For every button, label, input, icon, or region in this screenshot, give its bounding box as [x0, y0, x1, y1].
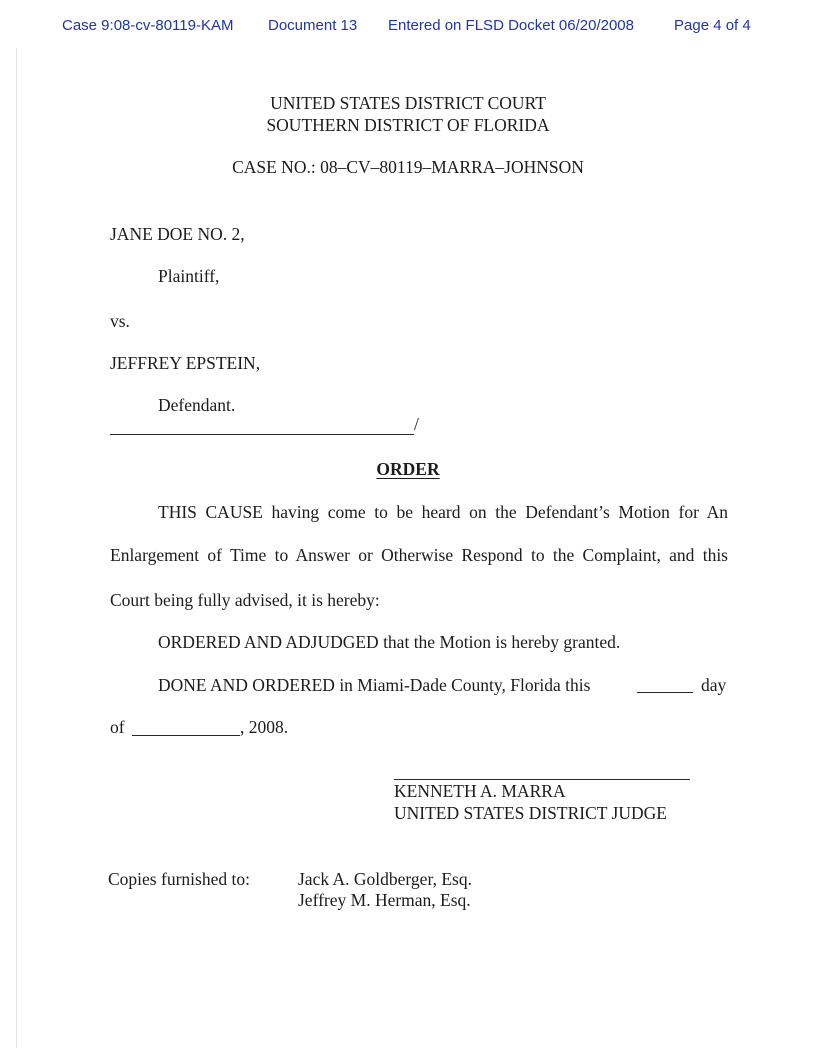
court-name: UNITED STATES DISTRICT COURT — [270, 93, 546, 113]
case-number: CASE NO.: 08–CV–80119–MARRA–JOHNSON — [232, 157, 584, 177]
copies-recipient: Jeffrey M. Herman, Esq. — [298, 890, 471, 910]
caption-rule — [110, 434, 414, 435]
docket-header — [0, 17, 816, 37]
day-blank — [637, 692, 693, 693]
defendant-role: Defendant. — [158, 395, 236, 415]
caption-slash: / — [414, 414, 419, 434]
order-body-line-3: Court being fully advised, it is hereby: — [110, 590, 380, 610]
copies-recipient: Jack A. Goldberger, Esq. — [298, 869, 472, 889]
ordered-adjudged: ORDERED AND ADJUDGED that the Motion is hereby granted. — [158, 632, 621, 652]
signature-line — [394, 779, 690, 780]
defendant-name: JEFFREY EPSTEIN, — [110, 353, 261, 373]
plaintiff-name: JANE DOE NO. 2, — [110, 224, 245, 244]
month-blank — [132, 735, 240, 736]
day-label: day — [701, 675, 727, 695]
plaintiff-role: Plaintiff, — [158, 266, 220, 286]
order-body-line-1: THIS CAUSE having come to be heard on the Defendant’s Motion for An — [158, 502, 728, 522]
versus-label: vs. — [110, 311, 130, 331]
judge-title: UNITED STATES DISTRICT JUDGE — [394, 803, 667, 823]
done-ordered-text: DONE AND ORDERED in Miami-Dade County, Florida this — [158, 675, 591, 695]
docket-document-number: Document 13 — [268, 17, 358, 34]
order-title: ORDER — [376, 459, 440, 479]
docket-entered-date: Entered on FLSD Docket 06/20/2008 — [388, 17, 634, 34]
year-text: , 2008. — [240, 717, 289, 737]
of-label: of — [110, 717, 125, 737]
docket-case-number: Case 9:08-cv-80119-KAM — [62, 17, 234, 34]
docket-page-number: Page 4 of 4 — [674, 17, 751, 34]
order-body-line-2: Enlargement of Time to Answer or Otherwise Respond to the Complaint, and this — [110, 545, 728, 565]
scan-page-edge — [16, 48, 17, 1048]
court-district: SOUTHERN DISTRICT OF FLORIDA — [266, 115, 550, 135]
copies-label: Copies furnished to: — [108, 869, 250, 889]
judge-name: KENNETH A. MARRA — [394, 781, 566, 801]
